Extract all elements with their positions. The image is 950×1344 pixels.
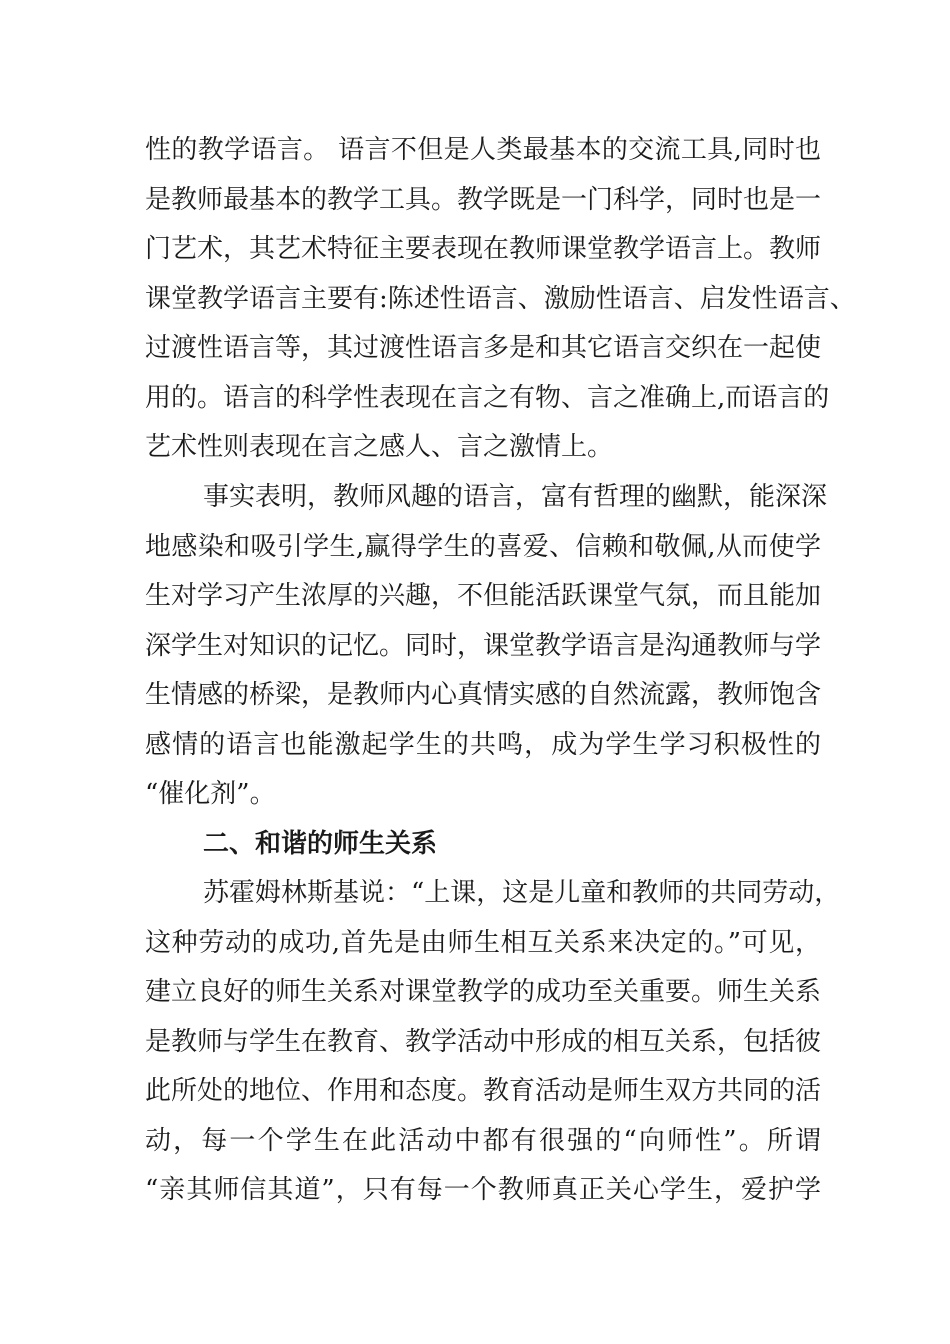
paragraph-1-line-3: 门艺术，其艺术特征主要表现在教师课堂教学语言上。教师: [145, 234, 822, 264]
paragraph-3-line-1: 苏霍姆林斯基说：“上课，这是儿童和教师的共同劳动，: [203, 878, 841, 908]
paragraph-1-line-1: 性的教学语言。 语言不但是人类最基本的交流工具,同时也: [145, 135, 821, 165]
paragraph-2-line-7: “催化剂”。: [145, 779, 276, 809]
paragraph-2-line-2: 地感染和吸引学生,赢得学生的喜爱、信赖和敬佩,从而使学: [145, 532, 821, 562]
paragraph-3-line-7: “亲其师信其道”，只有每一个教师真正关心学生，爱护学: [145, 1175, 821, 1205]
paragraph-3-line-5: 此所处的地位、作用和态度。教育活动是师生双方共同的活: [145, 1076, 822, 1106]
paragraph-2-line-3: 生对学习产生浓厚的兴趣，不但能活跃课堂气氛，而且能加: [145, 581, 822, 611]
paragraph-1-line-5: 过渡性语言等，其过渡性语言多是和其它语言交织在一起使: [145, 333, 822, 363]
section-heading: 二、和谐的师生关系: [203, 829, 438, 859]
paragraph-2-line-1: 事实表明，教师风趣的语言，富有哲理的幽默，能深深: [203, 482, 828, 512]
paragraph-3-line-4: 是教师与学生在教育、教学活动中形成的相互关系，包括彼: [145, 1027, 822, 1057]
paragraph-2-line-5: 生情感的桥梁，是教师内心真情实感的自然流露，教师饱含: [145, 680, 822, 710]
paragraph-2-line-4: 深学生对知识的记忆。同时，课堂教学语言是沟通教师与学: [145, 631, 822, 661]
paragraph-2-line-6: 感情的语言也能激起学生的共鸣，成为学生学习积极性的: [145, 730, 821, 760]
paragraph-1-line-6: 用的。语言的科学性表现在言之有物、言之准确上,而语言的: [145, 383, 830, 413]
paragraph-3-line-2: 这种劳动的成功,首先是由师生相互关系来决定的。”可见，: [145, 928, 821, 958]
paragraph-3-line-3: 建立良好的师生关系对课堂教学的成功至关重要。师生关系: [145, 977, 822, 1007]
paragraph-3-line-6: 动，每一个学生在此活动中都有很强的“向师性”。所谓: [145, 1126, 821, 1156]
paragraph-1-line-4: 课堂教学语言主要有:陈述性语言、激励性语言、启发性语言、: [145, 284, 856, 314]
paragraph-1-line-2: 是教师最基本的教学工具。教学既是一门科学，同时也是一: [145, 185, 822, 215]
paragraph-1-line-7: 艺术性则表现在言之感人、言之激情上。: [145, 432, 614, 462]
